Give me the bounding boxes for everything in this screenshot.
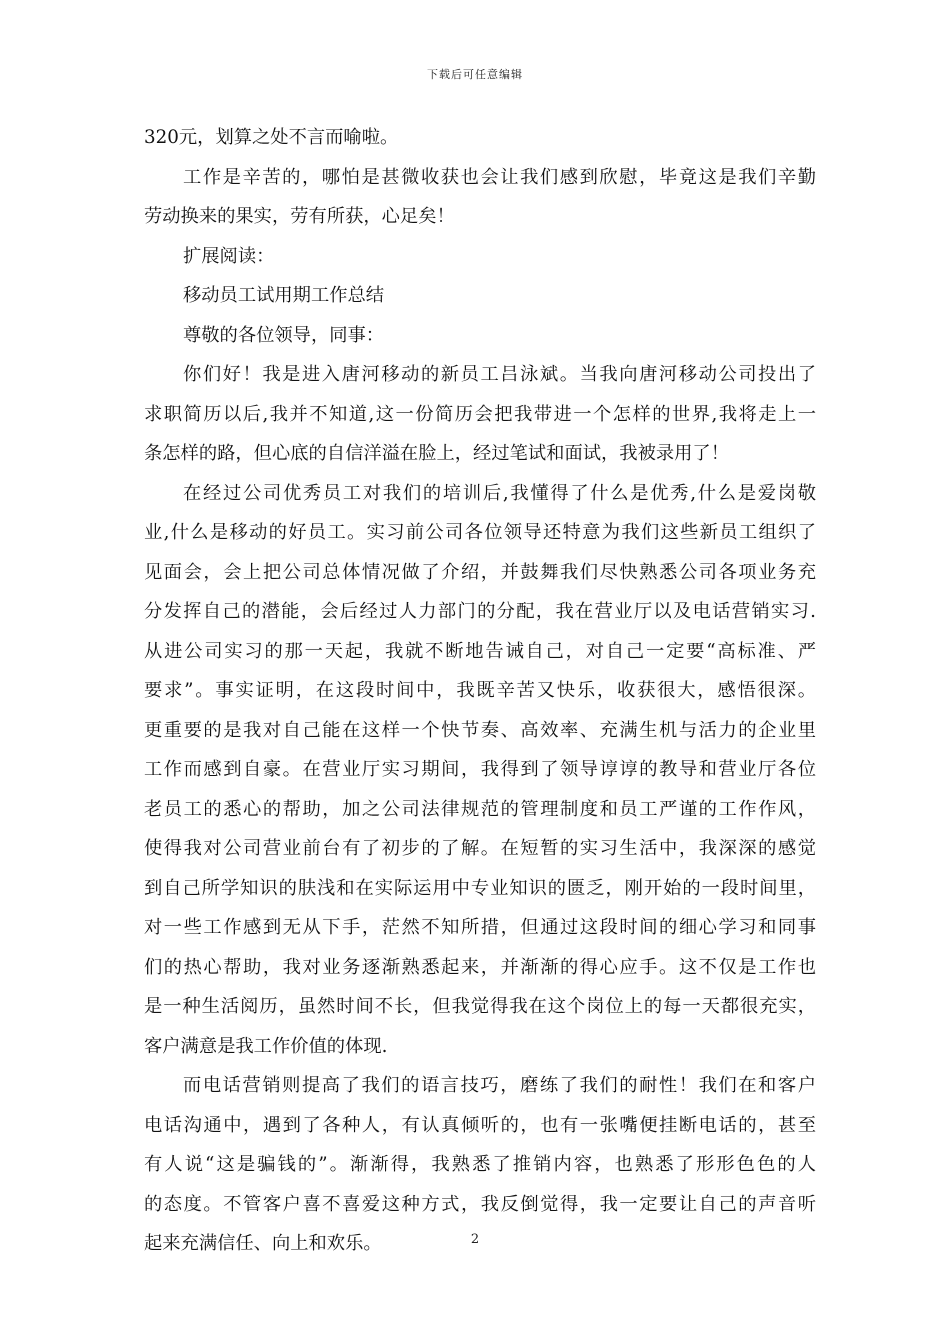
text-line: 工作是辛苦的，哪怕是甚微收获也会让我们感到欣慰，毕竟这是我们辛勤 <box>183 166 816 188</box>
text-line: 业,什么是移动的好员工。实习前公司各位领导还特意为我们这些新员工组织了 <box>144 522 816 543</box>
text-line: 劳动换来的果实，劳有所获，心足矣！ <box>144 206 455 227</box>
text-line: 320元，划算之处不言而喻啦。 <box>144 127 399 148</box>
text-line: 使得我对公司营业前台有了初步的了解。在短暂的实习生活中，我深深的感觉 <box>144 838 816 859</box>
text-line: 更重要的是我对自己能在这样一个快节奏、高效率、充满生机与活力的企业里 <box>144 719 816 741</box>
text-line: 的态度。不管客户喜不喜爱这种方式，我反倒觉得，我一定要让自己的声音听 <box>144 1193 816 1215</box>
text-line: 扩展阅读： <box>183 245 275 267</box>
text-line: 到自己所学知识的肤浅和在实际运用中专业知识的匮乏，刚开始的一段时间里， <box>144 877 816 899</box>
text-line: 要求”。事实证明，在这段时间中，我既辛苦又快乐，收获很大，感悟很深。 <box>144 680 816 701</box>
page-number: 2 <box>470 1232 480 1247</box>
text-line: 求职简历以后,我并不知道,这一份简历会把我带进一个怎样的世界,我将走上一 <box>144 403 816 425</box>
text-line: 电话沟通中，遇到了各种人，有认真倾听的，也有一张嘴便挂断电话的，甚至 <box>144 1114 816 1136</box>
text-line: 你们好！我是进入唐河移动的新员工吕泳斌。当我向唐河移动公司投出了 <box>183 364 816 385</box>
salutation: 尊敬的各位领导，同事： <box>183 324 385 346</box>
text-line: 条怎样的路，但心底的自信洋溢在脸上，经过笔试和面试，我被录用了！ <box>144 443 729 464</box>
text-line: 分发挥自己的潜能，会后经过人力部门的分配，我在营业厅以及电话营销实习. <box>144 601 816 622</box>
text-line: 有人说“这是骗钱的”。渐渐得，我熟悉了推销内容，也熟悉了形形色色的人 <box>144 1154 816 1175</box>
section-title: 移动员工试用期工作总结 <box>183 285 385 306</box>
text-line: 在经过公司优秀员工对我们的培训后,我懂得了什么是优秀,什么是爱岗敬 <box>183 482 816 504</box>
text-line: 从进公司实习的那一天起，我就不断地告诫自己，对自己一定要“高标准、严 <box>144 640 816 662</box>
text-line: 是一种生活阅历，虽然时间不长，但我觉得我在这个岗位上的每一天都很充实， <box>144 996 816 1017</box>
text-line: 工作而感到自豪。在营业厅实习期间，我得到了领导谆谆的教导和营业厅各位 <box>144 759 816 780</box>
text-line: 客户满意是我工作价值的体现. <box>144 1035 388 1057</box>
text-line: 对一些工作感到无从下手，茫然不知所措，但通过这段时间的细心学习和同事 <box>144 917 816 938</box>
text-line: 而电话营销则提高了我们的语言技巧，磨练了我们的耐性！我们在和客户 <box>183 1075 816 1096</box>
document-body <box>144 118 816 1264</box>
text-line: 老员工的悉心的帮助，加之公司法律规范的管理制度和员工严谨的工作作风， <box>144 798 816 820</box>
text-line: 见面会，会上把公司总体情况做了介绍，并鼓舞我们尽快熟悉公司各项业务充 <box>144 561 816 583</box>
text-line: 们的热心帮助，我对业务逐渐熟悉起来，并渐渐的得心应手。这不仅是工作也 <box>144 956 816 978</box>
page-header: 下载后可任意编辑 <box>427 68 523 81</box>
text-line: 起来充满信任、向上和欢乐。 <box>144 1233 382 1254</box>
